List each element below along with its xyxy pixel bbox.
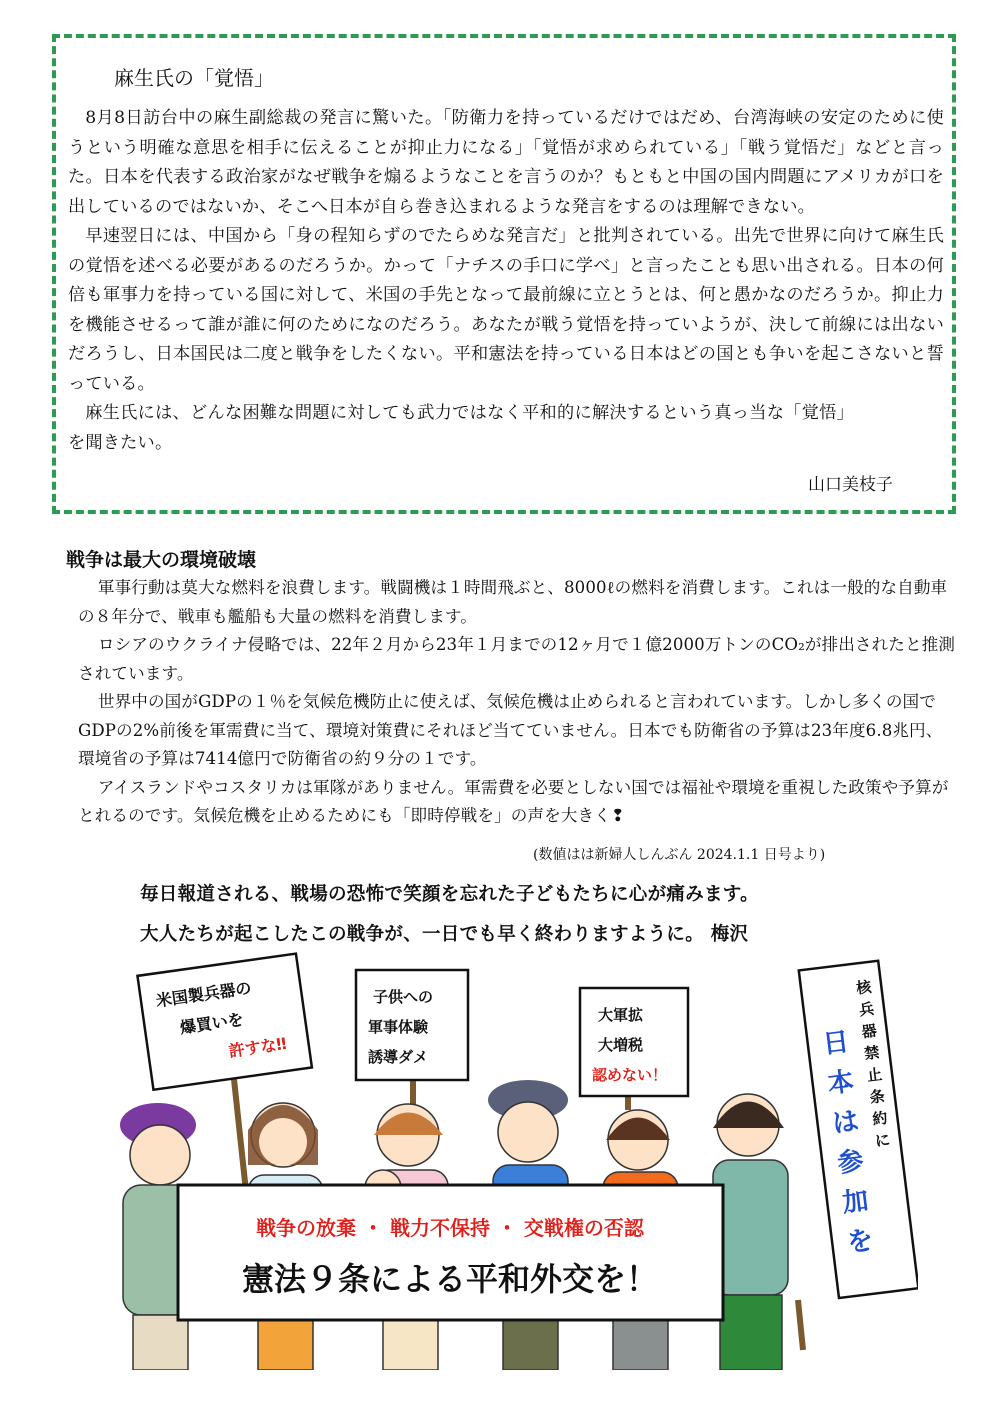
section-body [78, 574, 958, 831]
sign-4-black-char: 核 [855, 977, 873, 998]
banner-line-2: 憲法９条による平和外交を！ [241, 1260, 659, 1298]
sign-4-blue-char: を [845, 1225, 876, 1259]
sign-2-line-3: 誘導ダメ [368, 1048, 429, 1066]
essay-paragraph: 早速翌日には、中国から「身の程知らずのでたらめな発言だ」と批判されている。出先で世界に向けて麻生氏の覚悟を述べる必要があるのだろうか。かって「ナチスの手口に学べ」と言ったことも思い出される。日本の何倍も軍事力を持っている国に対して、米国の手先となって最前線に立とうとは、何と愚かなのだろうか。抑止力を機能させるって誰が誰に何のためになのだろう。あなたが戦う覚悟を持っていようが、決して前線には出ないだろうし、日本国民は二度と戦争をしたくない。平和憲法を持っている日本はどの国とも争いを起こさないと誓っている。 [68, 226, 944, 394]
sign-4-black-char: 条 [868, 1086, 886, 1107]
sign-4 [799, 961, 918, 1298]
sign-4-blue-char: 日 [821, 1026, 851, 1060]
sign-4-blue-char: は [830, 1106, 861, 1140]
essay-paragraph: 8月8日訪台中の麻生副総裁の発言に驚いた。「防衛力を持っているだけではだめ、台湾海峡の安定のために使うという明確な意思を相手に伝えることが抑止力になる」「覚悟が求められている」「戦う覚悟だ」などと言った。日本を代表する政治家がなぜ戦争を煽るようなことを言うのか？もともと中国の国内問題にアメリカが口を出しているのではないか、そこへ日本が自ら巻き込まれるような発言をするのは理解できない。 [68, 108, 944, 217]
sign-4-black-char: 約 [871, 1108, 889, 1129]
message-line-2: 大人たちが起こしたこの戦争が、一日でも早く終わりますように。 梅沢 [140, 924, 749, 945]
section-paragraph: アイスランドやコスタリカは軍隊がありません。軍需費を必要としない国では福祉や環境を重視した政策や予算がとれるのです。気候危機を止めるためにも「即時停戦を」の声を大きく❢ [78, 777, 949, 825]
protest-illustration [98, 950, 918, 1370]
sign-4-black-char: 器 [860, 1021, 878, 1042]
section-paragraph: 世界中の国がGDPの１％を気候危機防止に使えば、気候危機は止められると言われています。しかし多くの国でGDPの2%前後を軍需費に当て、環境対策費にそれほど当てていません。日本でも防衛省の予算は23年度6.8兆円、環境省の予算は7414億円で防衛省の約９分の１です。 [78, 692, 943, 768]
section-paragraph: 軍事行動は莫大な燃料を浪費します。戦闘機は１時間飛ぶと、8000ℓの燃料を消費します。これは一般的な自動車の８年分で、戦車も艦船も大量の燃料を消費します。 [78, 578, 948, 626]
sign-1 [137, 954, 311, 1090]
banner [178, 1185, 723, 1320]
sign-3-line-1: 大軍拡 [598, 1006, 644, 1024]
sign-1-line-1: 米国製兵器の [154, 978, 253, 1011]
section-title: 戦争は最大の環境破壊 [66, 549, 257, 571]
essay-author: 山口美枝子 [808, 475, 893, 495]
sign-4-black-char: に [874, 1130, 892, 1151]
essay-title: 麻生氏の「覚悟」 [114, 66, 274, 90]
sign-3-line-2: 大増税 [598, 1036, 644, 1054]
section-paragraph: ロシアのウクライナ侵略では、22年２月から23年１月までの12ヶ月で１億2000万トンのCO₂が排出されたと推測されています。 [78, 635, 956, 683]
sign-2 [356, 970, 468, 1080]
essay-paragraph: 麻生氏には、どんな困難な問題に対しても武力ではなく平和的に解決するという真っ当な「覚悟」を聞きたい。 [68, 403, 854, 453]
sign-4-blue-char: 加 [840, 1185, 871, 1219]
sign-4-black-char: 兵 [857, 999, 876, 1020]
sign-4-blue-char: 参 [835, 1146, 866, 1180]
sign-1-line-2: 爆買いを [178, 1009, 245, 1038]
source-note: (数値はは新婦人しんぶん 2024.1.1 日号より) [533, 847, 826, 863]
sign-4-black-char: 止 [866, 1065, 884, 1085]
sign-4-black-char: 禁 [863, 1043, 881, 1064]
sign-2-line-1: 子供への [373, 988, 434, 1006]
essay-body [68, 104, 944, 458]
sign-1-line-3: 許すな‼ [227, 1033, 288, 1061]
banner-line-1: 戦争の放棄 ・ 戦力不保持 ・ 交戦権の否認 [256, 1216, 644, 1240]
sign-3-line-3: 認めない！ [592, 1066, 668, 1084]
sign-4-blue-char: 本 [826, 1066, 856, 1100]
message-line-1: 毎日報道される、戦場の恐怖で笑顔を忘れた子どもたちに心が痛みます。 [140, 884, 759, 905]
sign-3 [580, 988, 688, 1096]
sign-2-line-2: 軍事体験 [368, 1018, 429, 1036]
